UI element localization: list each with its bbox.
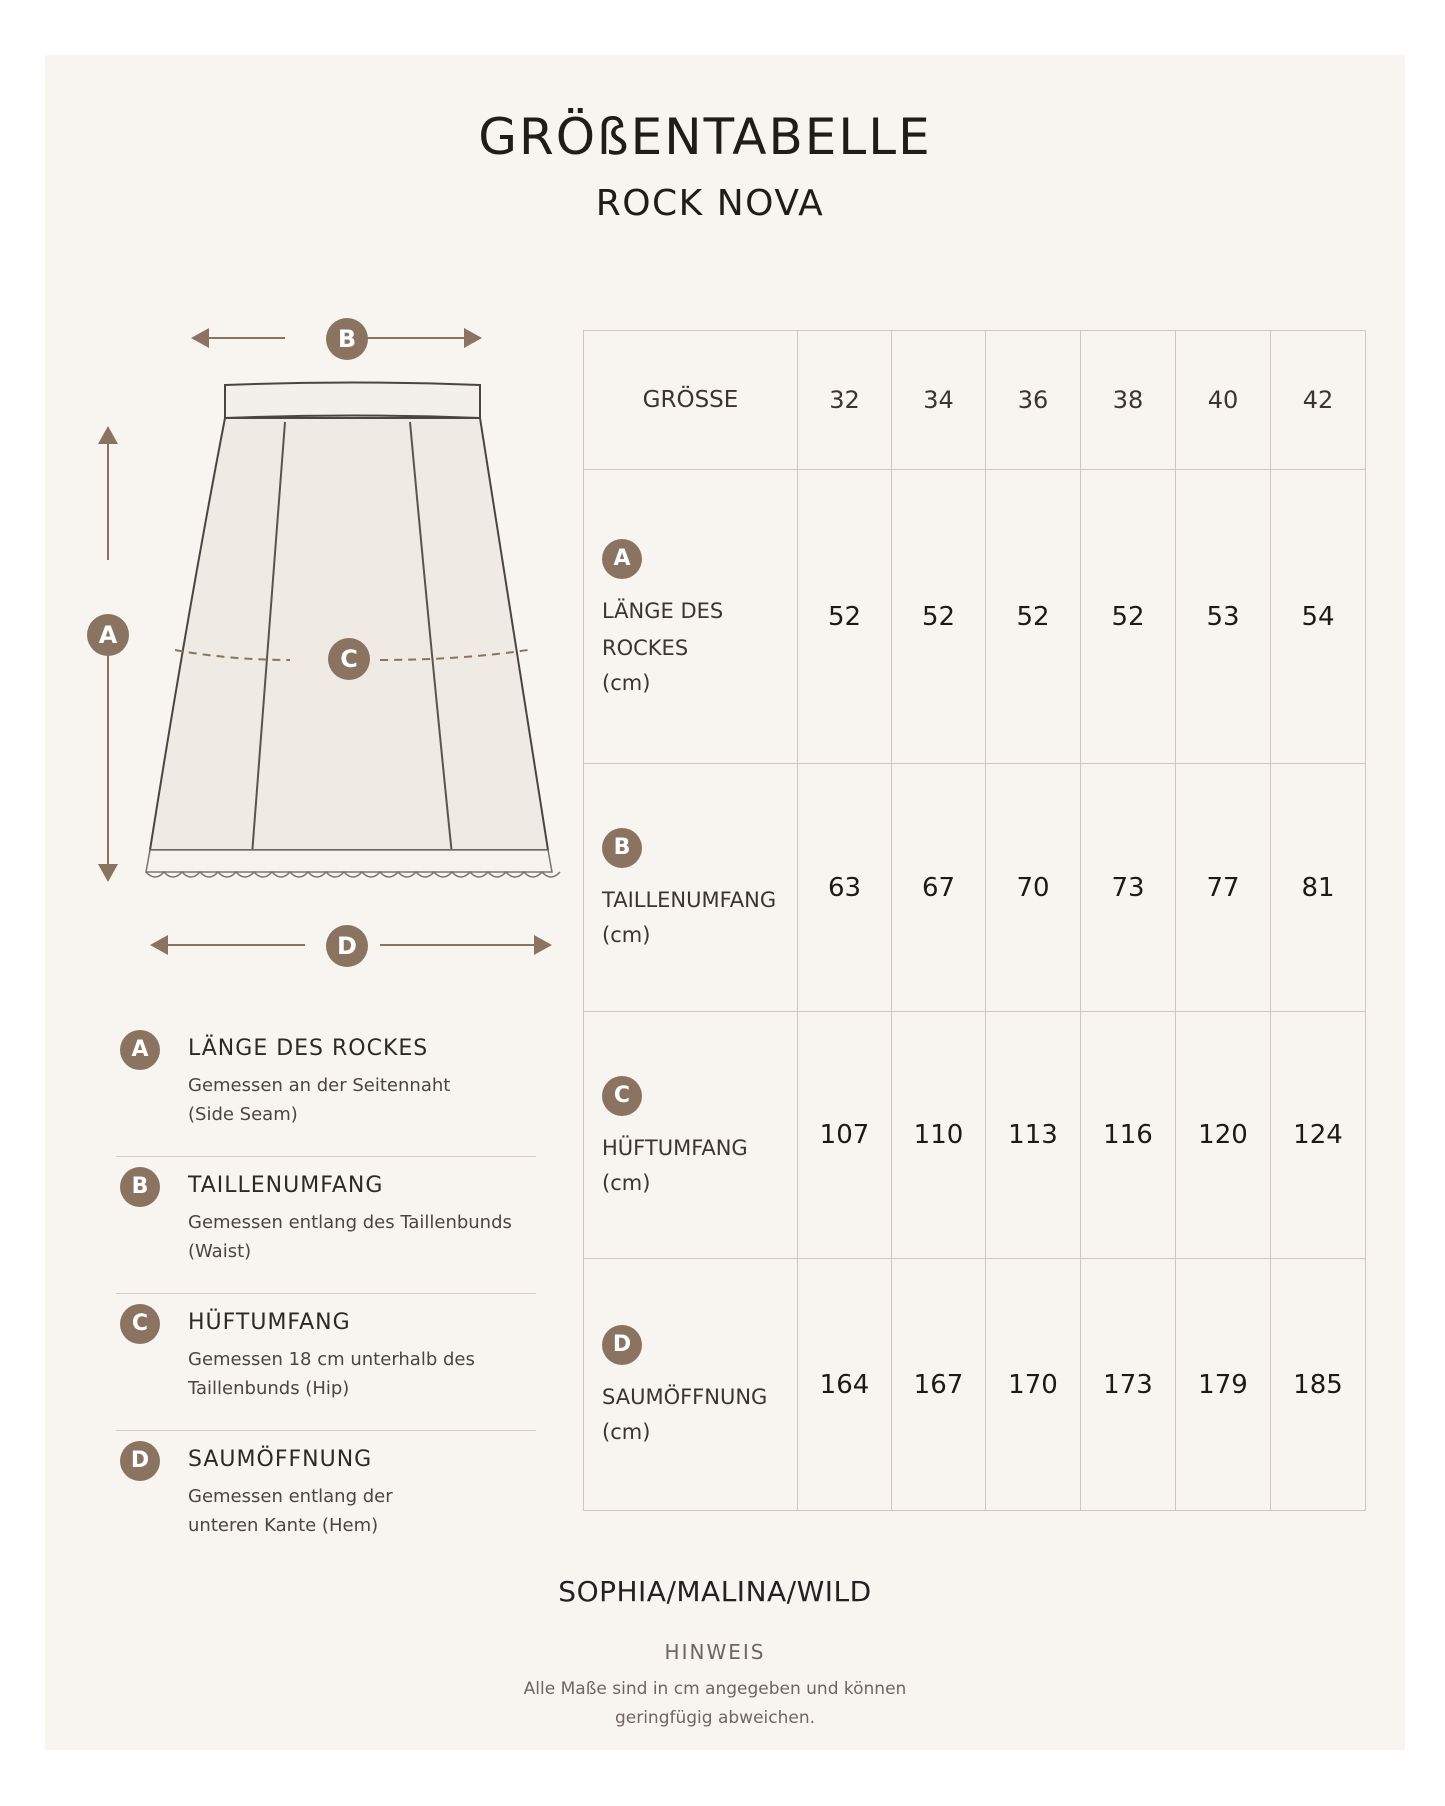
label-d-icon: D (326, 925, 368, 967)
table-cell: 110 (892, 1012, 986, 1259)
row-label-line: LÄNGE DES (602, 598, 724, 623)
table-cell: 81 (1271, 764, 1366, 1012)
table-cell: 63 (798, 764, 892, 1012)
row-unit: (cm) (602, 1420, 651, 1444)
legend-item-c (116, 1294, 536, 1431)
table-cell: 73 (1081, 764, 1176, 1012)
legend-b-icon: B (120, 1167, 160, 1207)
row-unit: (cm) (602, 923, 651, 947)
header-size: 34 (892, 331, 986, 470)
table-row (584, 764, 1366, 1012)
skirt-illustration (80, 310, 580, 970)
row-label-text: SAUMÖFFNUNG (602, 1385, 768, 1409)
label-c-icon: C (328, 638, 370, 680)
table-cell: 52 (986, 470, 1081, 764)
table-cell: 164 (798, 1259, 892, 1511)
legend-c-icon: C (120, 1304, 160, 1344)
legend-desc-line: (Side Seam) (188, 1104, 298, 1125)
legend-title: SAUMÖFFNUNG (188, 1447, 373, 1472)
legend-item-a (116, 1020, 536, 1157)
table-row (584, 470, 1366, 764)
legend-item-b (116, 1157, 536, 1294)
legend-description (188, 1208, 536, 1266)
table-cell: 173 (1081, 1259, 1176, 1511)
row-label-c (584, 1012, 798, 1259)
legend-title: LÄNGE DES ROCKES (188, 1036, 429, 1061)
skirt-diagram (80, 310, 580, 970)
legend-description (188, 1345, 536, 1403)
legend-title: TAILLENUMFANG (188, 1173, 384, 1198)
row-label-text: HÜFTUMFANG (602, 1135, 748, 1160)
row-unit: (cm) (602, 670, 651, 695)
legend-desc-line: (Waist) (188, 1241, 252, 1262)
legend-description (188, 1071, 536, 1129)
legend-a-icon: A (120, 1030, 160, 1070)
table-cell: 113 (986, 1012, 1081, 1259)
legend-d-icon: D (120, 1441, 160, 1481)
header-size: 38 (1081, 331, 1176, 470)
note-text (0, 1675, 1430, 1733)
legend-description (188, 1482, 536, 1540)
table-cell: 52 (1081, 470, 1176, 764)
header-size: 40 (1176, 331, 1271, 470)
row-unit: (cm) (602, 1170, 651, 1195)
row-label-d (584, 1259, 798, 1511)
row-label-line: ROCKES (602, 635, 689, 660)
table-row (584, 1012, 1366, 1259)
row-b-icon: B (602, 828, 642, 868)
row-label-text: TAILLENUMFANG (602, 888, 777, 912)
table-cell: 179 (1176, 1259, 1271, 1511)
header-size-label: GRÖSSE (584, 331, 798, 470)
legend-title: HÜFTUMFANG (188, 1310, 351, 1335)
row-label-b (584, 764, 798, 1012)
table-cell: 170 (986, 1259, 1081, 1511)
legend-desc-line: Taillenbunds (Hip) (188, 1378, 350, 1399)
table-cell: 54 (1271, 470, 1366, 764)
label-b-icon: B (326, 318, 368, 360)
header-size: 32 (798, 331, 892, 470)
legend-desc-line: Gemessen entlang der (188, 1486, 393, 1507)
note-title: HINWEIS (664, 1640, 766, 1664)
label-a-icon: A (87, 614, 129, 656)
legend-item-d (116, 1431, 536, 1568)
table-cell: 70 (986, 764, 1081, 1012)
table-cell: 67 (892, 764, 986, 1012)
note-line: Alle Maße sind in cm angegeben und können (523, 1679, 907, 1699)
page-title: GRÖßENTABELLE (478, 108, 932, 166)
table-cell: 167 (892, 1259, 986, 1511)
size-table (583, 330, 1366, 1511)
row-label-text (602, 593, 797, 667)
table-cell: 77 (1176, 764, 1271, 1012)
measurement-legend (116, 1020, 536, 1568)
note-line: geringfügig abweichen. (614, 1708, 816, 1728)
table-cell: 107 (798, 1012, 892, 1259)
row-label-a (584, 470, 798, 764)
row-c-icon: C (602, 1076, 642, 1116)
table-row (584, 1259, 1366, 1511)
table-cell: 120 (1176, 1012, 1271, 1259)
legend-desc-line: Gemessen an der Seitennaht (188, 1075, 451, 1096)
table-cell: 124 (1271, 1012, 1366, 1259)
legend-desc-line: unteren Kante (Hem) (188, 1515, 379, 1536)
brand-logo: SOPHIA/MALINA/WILD (558, 1575, 872, 1608)
table-cell: 52 (798, 470, 892, 764)
header-size: 42 (1271, 331, 1366, 470)
row-d-icon: D (602, 1325, 642, 1365)
table-header-row (584, 331, 1366, 470)
table-cell: 116 (1081, 1012, 1176, 1259)
table-cell: 52 (892, 470, 986, 764)
legend-desc-line: Gemessen 18 cm unterhalb des (188, 1349, 475, 1370)
table-cell: 53 (1176, 470, 1271, 764)
table-cell: 185 (1271, 1259, 1366, 1511)
legend-desc-line: Gemessen entlang des Taillenbunds (188, 1212, 512, 1233)
page-subtitle: ROCK NOVA (595, 183, 825, 224)
header-size: 36 (986, 331, 1081, 470)
row-a-icon: A (602, 539, 642, 579)
